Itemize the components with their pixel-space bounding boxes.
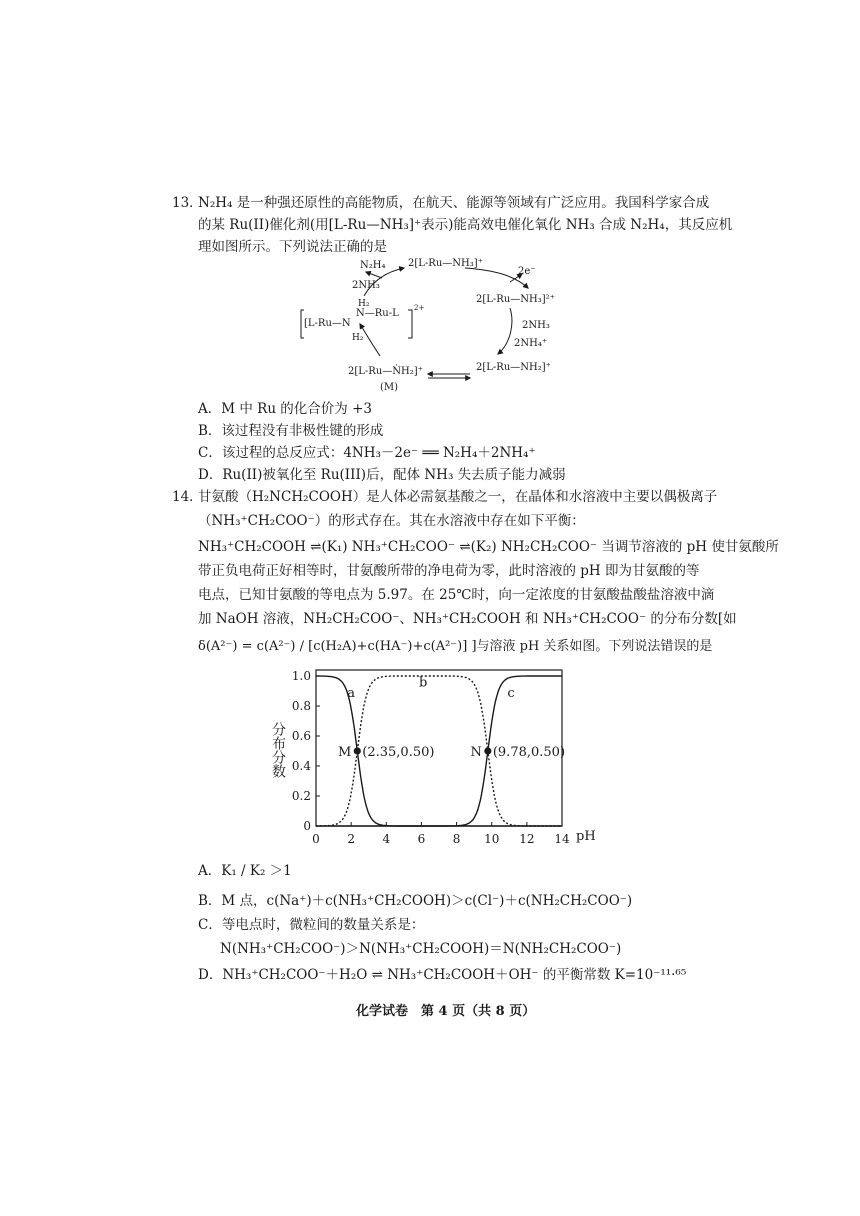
series-label-b: b [419,675,428,691]
q14-line-2: （NH₃⁺CH₂COO⁻）的形式存在。其在水溶液中存在如下平衡： [198,513,585,529]
x-tick-label: 2 [347,832,355,846]
q14-option-c: C．等电点时，微粒间的数量关系是： [198,917,425,933]
q14-line-6: 加 NaOH 溶液，NH₂CH₂COO⁻、NH₃⁺CH₂COOH 和 NH₃⁺CH₂COO⁻ 的分布分数[如 [198,611,737,627]
diagram-left-complex-b: N—Ru-L [356,308,399,319]
y-tick-label: 0.2 [291,789,311,803]
q14-line-1: 甘氨酸（H₂NCH₂COOH）是人体必需氨基酸之一，在晶体和水溶液中主要以偶极离子 [198,489,718,505]
q13-option-b: B．该过程没有非极性键的形成 [198,423,384,439]
q13-number: 13． [172,195,203,211]
diagram-in-2nh3-left: 2NH₃ [352,280,380,291]
diagram-m-complex: 2[L-Ru—ṄH₂]⁺ [348,366,423,377]
page-footer: 化学试卷 第 4 页（共 8 页） [356,1004,536,1019]
q14-number: 14． [172,489,203,505]
q13-line-3: 理如图所示。下列说法正确的是 [198,239,387,255]
series-label-c: c [507,686,515,701]
y-tick-label: 0.4 [291,759,311,773]
diagram-out-2nh4: 2NH₄⁺ [514,338,548,349]
y-tick-label: 1.0 [291,669,311,683]
point-name-M: M [337,745,352,760]
diagram-left-complex-a: [L-Ru—N [304,318,351,329]
q14-line-5: 电点，已知甘氨酸的等电点为 5.97。在 25℃时，向一定浓度的甘氨酸盐酸盐溶液中滴 [198,587,715,603]
point-label-N: (9.78,0.50) [492,745,566,760]
diagram-right-upper-complex: 2[L-Ru—NH₃]²⁺ [476,294,555,305]
q14-option-d: D．NH₃⁺CH₂COO⁻＋H₂O ⇌ NH₃⁺CH₂COOH＋OH⁻ 的平衡常数 K=10⁻¹¹·⁶⁵ [198,967,687,983]
arrow-right-down [498,308,512,354]
point-N [484,747,491,754]
x-tick-label: 12 [519,832,535,846]
q14-line-4: 带正负电荷正好相等时，甘氨酸所带的净电荷为零，此时溶液的 pH 即为甘氨酸的等 [198,563,700,579]
y-tick-label: 0 [303,819,311,833]
q14-line-3: NH₃⁺CH₂COOH ⇌(K₁) NH₃⁺CH₂COO⁻ ⇌(K₂) NH₂CH₂COO⁻ 当调节溶液的 pH 使甘氨酸所 [198,539,779,555]
series-label-a: a [347,686,356,701]
chart-points [338,745,565,760]
diagram-in-2nh3: 2NH₃ [522,320,550,331]
q14-option-c-detail: N(NH₃⁺CH₂COO⁻)＞N(NH₃⁺CH₂COOH)＝N(NH₂CH₂COO⁻) [220,941,622,957]
q14-option-b: B．M 点，c(Na⁺)＋c(NH₃⁺CH₂COOH)＞c(Cl⁻)＋c(NH₂CH₂COO⁻) [198,893,633,909]
point-label-M: (2.35,0.50) [362,745,435,760]
diagram-m-label: (M) [380,382,399,393]
y-tick-label: 0.8 [291,699,311,713]
x-tick-label: 14 [554,832,570,846]
distribution-chart [260,662,600,858]
q13-option-a: A．M 中 Ru 的化合价为 +3 [198,401,372,417]
point-name-N: N [470,745,482,760]
q13-line-1: N₂H₄ 是一种强还原性的高能物质，在航天、能源等领域有广泛应用。我国科学家合成 [198,195,710,211]
x-tick-label: 6 [417,832,426,846]
bracket-right [408,310,412,338]
point-M [354,747,361,754]
q13-mechanism-diagram [300,254,600,400]
diagram-h2-top: H₂ [358,299,370,309]
x-tick-label: 0 [312,832,320,846]
y-tick-label: 0.6 [291,729,311,743]
x-tick-label: 10 [484,832,500,846]
diagram-out-n2h4: N₂H₄ [360,260,386,271]
q13-option-d: D．Ru(II)被氧化至 Ru(III)后，配体 NH₃ 失去质子能力减弱 [198,467,566,483]
diagram-minus-2e: 2e⁻ [518,266,536,277]
diagram-left-charge: 2+ [414,304,425,312]
diagram-h2-bottom: H₂ [352,333,364,343]
arrow-out-n2h4 [366,272,382,278]
diagram-right-lower-complex: 2[L-Ru—NH₂]⁺ [476,362,551,373]
x-tick-label: 8 [452,832,461,846]
q13-option-c: C．该过程的总反应式：4NH₃－2e⁻ ══ N₂H₄＋2NH₄⁺ [198,445,536,461]
q14-line-7: δ(A²⁻) = c(A²⁻) / [c(H₂A)+c(HA⁻)+c(A²⁻)] ]与溶液 pH 关系如图。下列说法错误的是 [198,639,713,654]
q13-line-2: 的某 Ru(II)催化剂(用[L-Ru—NH₃]⁺表示)能高效电催化氧化 NH₃ 合成 N₂H₄，其反应机 [198,217,733,233]
chart-ylabel: 分布分数 [270,722,286,778]
q14-option-a: A．K₁ / K₂ ＞1 [198,863,292,879]
chart-xlabel: pH [576,829,596,844]
diagram-top-complex: 2[L-Ru—NH₃]⁺ [408,258,483,269]
x-tick-label: 4 [382,832,391,846]
